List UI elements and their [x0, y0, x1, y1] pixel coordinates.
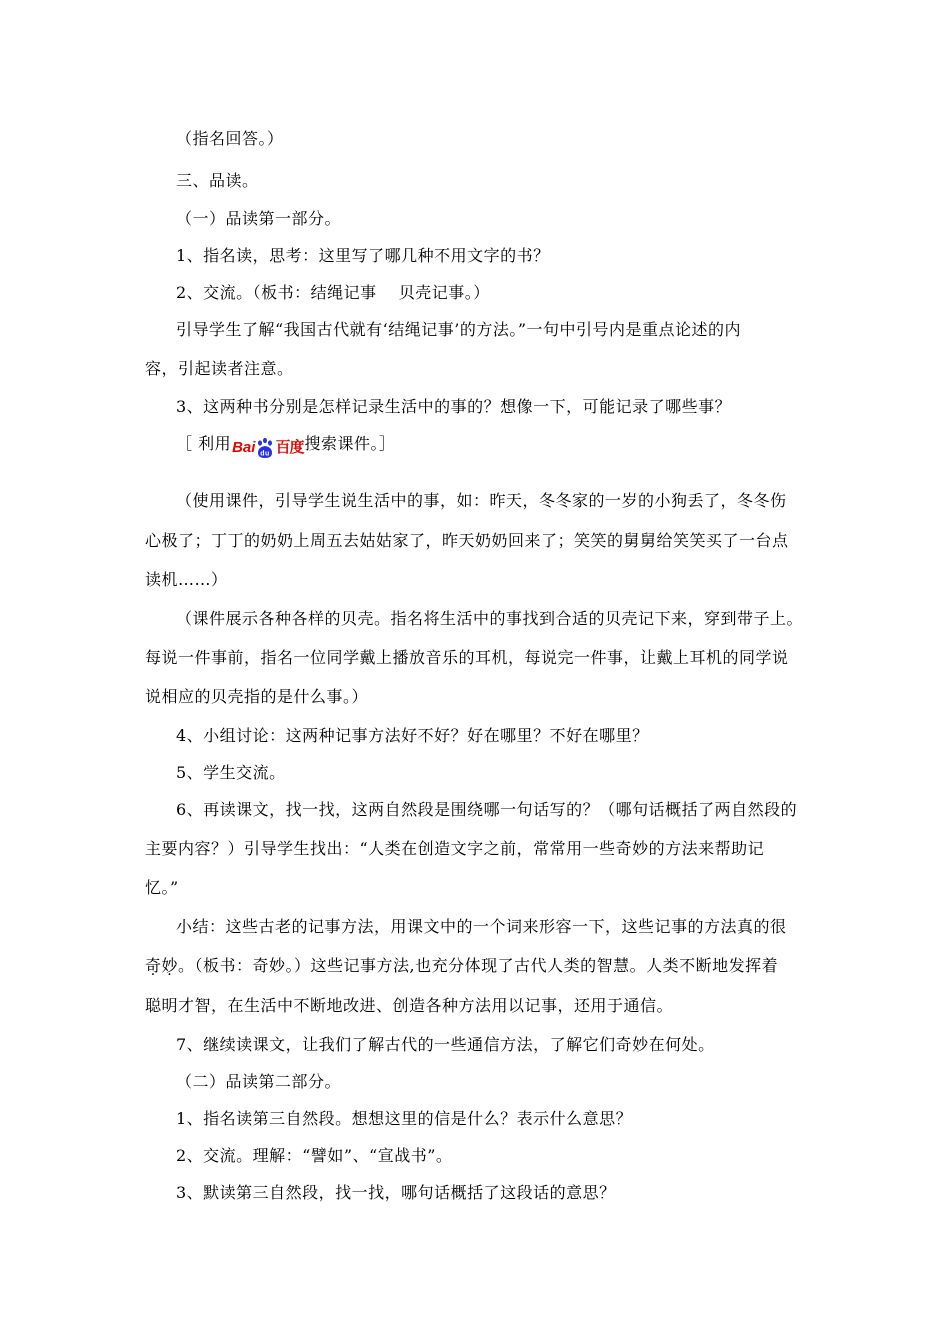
subsection-heading: （二）品读第二部分。	[176, 1072, 342, 1091]
text-segment: ［ 利用	[176, 434, 232, 453]
subsection-heading: （一）品读第一部分。	[176, 209, 342, 228]
text-line: 4、小组讨论：这两种记事方法好不好？好在哪里？不好在哪里？	[176, 726, 649, 745]
text-line	[176, 434, 395, 459]
text-line: （使用课件，引导学生说生活中的事，如：昨天，冬冬家的一岁的小狗丢了，冬冬伤	[176, 491, 787, 510]
text-line: 主要内容？）引导学生找出：“人类在创造文字之前，常常用一些奇妙的方法来帮助记	[145, 839, 765, 858]
text-line: 每说一件事前，指名一位同学戴上播放音乐的耳机，每说完一件事，让戴上耳机的同学说	[145, 648, 789, 667]
text-segment: 2、交流。（板书：结绳记事	[176, 283, 377, 302]
emphasis-char: 妙	[161, 956, 179, 975]
text-line	[176, 283, 490, 303]
text-line: （课件展示各种各样的贝壳。指名将生活中的事找到合适的贝壳记下来，穿到带子上。	[176, 609, 804, 628]
text-line: 1、指名读第三自然段。想想这里的信是什么？表示什么意思？	[176, 1109, 633, 1128]
baidu-logo-text: Bai	[232, 439, 256, 456]
text-line: 引导学生了解“我国古代就有‘结绳记事’的方法。”一句中引号内是重点论述的内	[176, 320, 742, 339]
text-line: 3、默读第三自然段，找一找，哪句话概括了这段话的意思？	[176, 1183, 616, 1202]
text-segment: 搜索课件。］	[304, 434, 396, 453]
baidu-logo	[232, 437, 303, 459]
text-line: 读机……）	[145, 570, 228, 589]
text-line	[145, 956, 778, 976]
section-heading: 三、品读。	[176, 171, 259, 190]
text-segment: 。（板书：奇妙。）这些记事方法,也充分体现了古代人类的智慧。人类不断地发挥着	[178, 956, 779, 975]
text-line: 容，引起读者注意。	[145, 359, 294, 378]
text-line: 3、这两种书分别是怎样记录生活中的事的？想像一下，可能记录了哪些事？	[176, 397, 732, 416]
text-line: 7、继续读课文，让我们了解古代的一些通信方法，了解它们奇妙在何处。	[176, 1035, 715, 1054]
text-line: 聪明才智，在生活中不断地改进、创造各种方法用以记事，还用于通信。	[145, 996, 674, 1015]
svg-text:du: du	[260, 450, 271, 458]
text-line: 小结：这些古老的记事方法，用课文中的一个词来形容一下，这些记事的方法真的很	[176, 917, 787, 936]
baidu-logo-text: 百度	[275, 439, 304, 456]
text-line: 1、指名读，思考：这里写了哪几种不用文字的书？	[176, 246, 550, 265]
text-line: 5、学生交流。	[176, 763, 286, 782]
text-line: 心极了；丁丁的奶奶上周五去姑姑家了，昨天奶奶回来了；笑笑的舅舅给笑笑买了一台点	[145, 531, 789, 550]
text-line: （指名回答。）	[176, 129, 284, 148]
text-line: 6、再读课文，找一找，这两自然段是围绕哪一句话写的？（哪句话概括了两自然段的	[176, 800, 798, 819]
text-line: 忆。”	[145, 878, 179, 897]
emphasis-char: 奇	[145, 956, 162, 975]
paw-icon	[255, 437, 275, 459]
text-line: 说相应的贝壳指的是什么事。）	[145, 687, 369, 706]
text-line: 2、交流。理解：“譬如”、“宣战书”。	[176, 1146, 453, 1165]
text-segment: 贝壳记事。）	[398, 283, 490, 302]
